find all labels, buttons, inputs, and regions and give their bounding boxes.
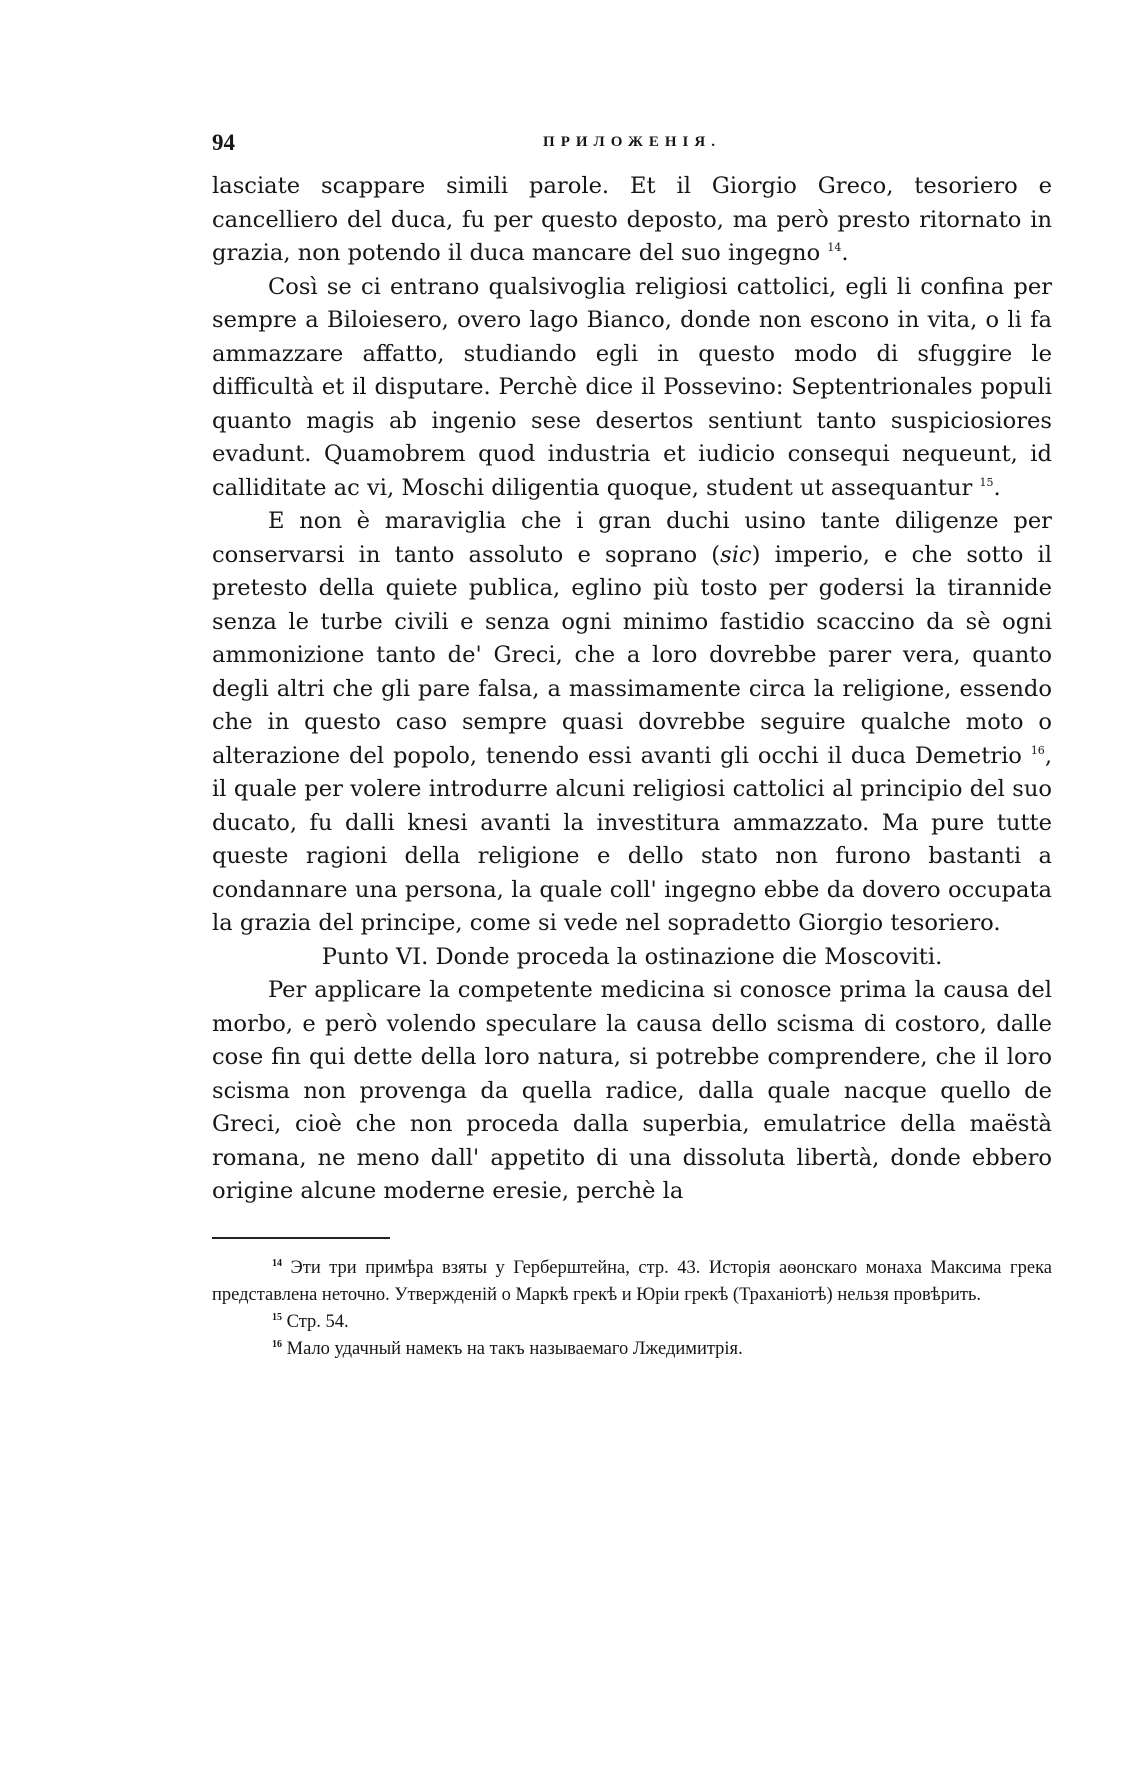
footnote-15 [212,1309,1052,1336]
footnote-ref-14[interactable]: 14 [827,241,842,254]
sic-italic: sic [720,541,752,568]
footnote-16 [212,1336,1052,1363]
running-head: ПРИЛОЖЕНІЯ. [543,134,721,150]
footnote-14 [212,1255,1052,1309]
footnote-ref-16[interactable]: 16 [1030,743,1045,757]
footnote-number: 14 [272,1257,282,1269]
footnote-text: Мало удачный намекъ на такъ называемаго Лжедимитрія. [286,1338,743,1359]
footnote-text: Стр. 54. [286,1311,349,1332]
footnote-number: 15 [272,1311,282,1323]
footnote-text: Эти три примѣра взяты у Герберштейна, стр. 43. Исторія аѳонскаго монаха Максима грека представлена неточно. Утвержденій о Маркѣ грекѣ и Юріи грекѣ (Траханіотѣ) нельзя провѣрить. [212,1257,1053,1305]
paragraph-2: Così se ci entrano qualsivoglia religiosi cattolici, egli li confina per sempre a Biloiesero, overo lago Bianco, donde non escono in vita, o li fa ammazzare affatto, studiando egli in questo modo di sfuggire le difficultà et il disputare. Perchè dice il Possevino: Septentrionales populi quanto magis ab ingenio sese desertos sentiunt tanto suspiciosiores evadunt. Quamobrem quod industria et iudicio consequi nequeunt, id calliditate ac vi, Moschi diligentia quoque, student ut assequantur $^{15}$. [212,273,1052,501]
section-title: Punto VI. Donde proceda la ostinazione die Moscoviti. [321,943,943,970]
page-header [212,130,1052,170]
book-page [212,130,1052,1363]
footnote-rule [212,1237,390,1239]
paragraph-3: E non è maraviglia che i gran duchi usino tante diligenze per conservarsi in tanto assoluto e soprano (sic) imperio, e che sotto il pretesto della quiete publica, eglino più tosto per godersi la tirannide senza le turbe civili e senza ogni minimo fastidio scaccino da sè ogni ammonizione tanto de' Greci, che a loro dovrebbe parer vera, quanto degli altri che gli pare falsa, a massimamente circa la religione, essendo che in questo caso sempre quasi dovrebbe seguire qualche moto o alterazione del popolo, tenendo essi avanti gli occhi il duca Demetrio $^{16}$, il quale per volere introdurre alcuni religiosi cattolici al principio del suo ducato, fu dalli knesi avanti la investitura ammazzato. Ma pure tutte queste ragioni della religione e dello stato non furono bastanti a condannare una persona, la quale coll' ingegno ebbe da dovero occupata la grazia del principe, come si vede nel sopradetto Giorgio tesoriero. [212,508,1052,936]
footnote-ref-15[interactable]: 15 [979,475,994,489]
footnote-number: 16 [272,1338,282,1350]
footnotes [212,1255,1052,1363]
paragraph-1: lasciate scappare simili parole. Et il Giorgio Greco, tesoriero e cancelliero del duca, fu per questo deposto, ma però presto ritornato in grazia, non potendo il duca mancare del suo ingegno $^{14}$. [212,173,1052,266]
page-number: 94 [212,130,235,155]
paragraph-4: Per applicare la competente medicina si conosce prima la causa del morbo, e però volendo speculare la causa dello scisma di costoro, dalle cose fin qui dette della loro natura, si potrebbe comprendere, che il loro scisma non provenga da quella radice, dalla quale nacque quello de Greci, cioè che non proceda dalla superbia, emulatrice della maëstà romana, ne meno dall' appetito di una dissoluta libertà, donde ebbero origine alcune moderne eresie, perchè la [212,977,1052,1204]
body-text [212,170,1052,1209]
